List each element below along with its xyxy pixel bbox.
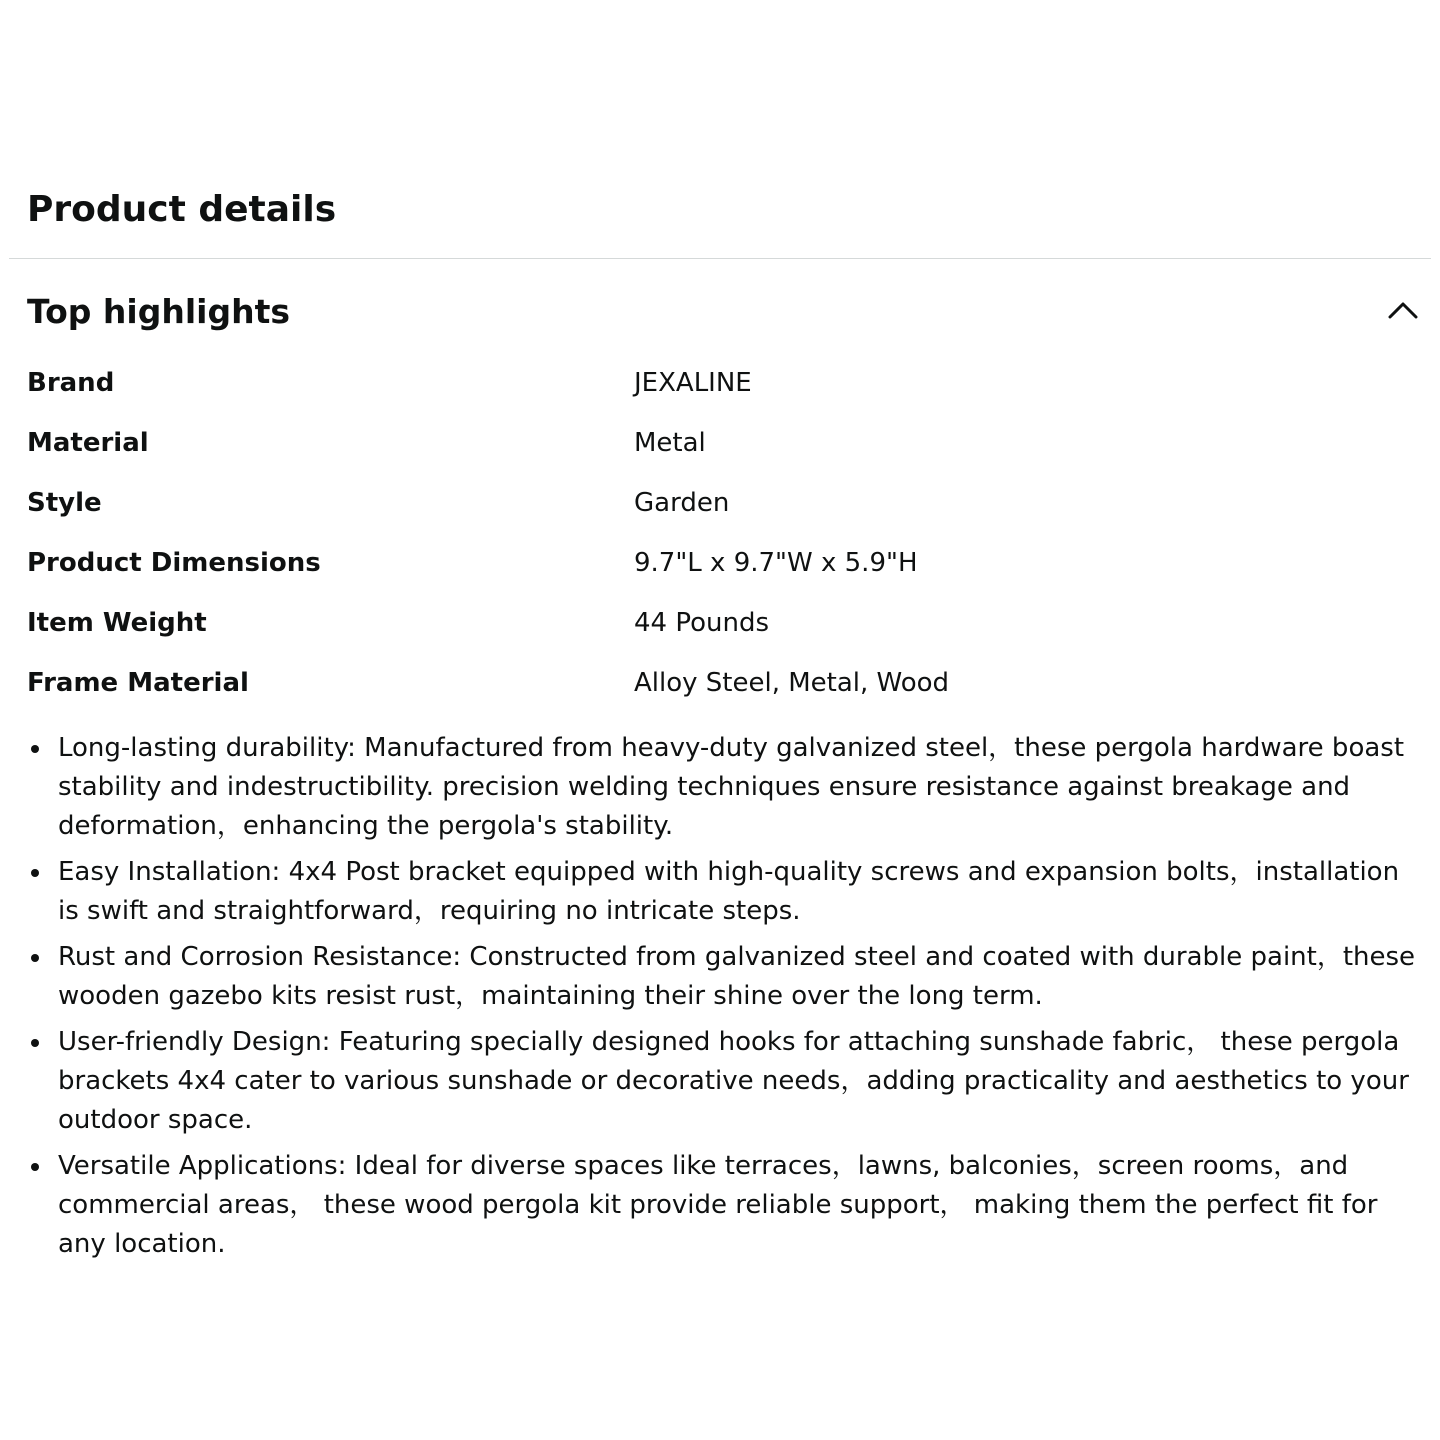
spec-row-brand: [27, 353, 1420, 413]
spec-value: 44 Pounds: [634, 608, 770, 638]
spec-value: Alloy Steel, Metal, Wood: [634, 668, 950, 698]
spec-label: Material: [27, 428, 149, 458]
spec-label: Product Dimensions: [27, 548, 321, 578]
spec-label: Item Weight: [27, 608, 207, 638]
bullet-text: Long-lasting durability: Manufactured from heavy-duty galvanized steel，these pergola hardware boast stability and indestructibility. precision welding techniques ensure resistance against breakage and deformation，enhancing the pergola's stability.: [58, 733, 1405, 841]
spec-label: Style: [27, 488, 102, 518]
bullet-text: Versatile Applications: Ideal for diverse spaces like terraces，lawns, balconies，screen rooms，and commercial areas， these wood pergola kit provide reliable support， making them the perfect fit for any location.: [58, 1151, 1378, 1259]
bullet-text: Rust and Corrosion Resistance: Constructed from galvanized steel and coated with durable paint，these wooden gazebo kits resist rust，maintaining their shine over the long term.: [58, 942, 1416, 1011]
bullet-dot-icon: [31, 869, 39, 877]
spec-row-material: [27, 413, 1420, 473]
list-item: [58, 1023, 1420, 1140]
spec-label: Frame Material: [27, 668, 249, 698]
bullet-text: User-friendly Design: Featuring specially designed hooks for attaching sunshade fabric， these pergola brackets 4x4 cater to various sunshade or decorative needs，adding practicality and aesthetics to your outdoor space.: [58, 1027, 1409, 1135]
spec-value: JEXALINE: [634, 368, 752, 398]
bullet-dot-icon: [31, 1163, 39, 1171]
spec-value: Garden: [634, 488, 730, 518]
top-highlights-header[interactable]: [27, 288, 1420, 338]
spec-value: 9.7"L x 9.7"W x 5.9"H: [634, 548, 918, 578]
spec-row-item-weight: [27, 593, 1420, 653]
list-item: [58, 729, 1420, 846]
bullet-text: Easy Installation: 4x4 Post bracket equipped with high-quality screws and expansion bolts，installation is swift and straightforward，requiring no intricate steps.: [58, 857, 1400, 926]
spec-row-product-dimensions: [27, 533, 1420, 593]
spec-row-style: [27, 473, 1420, 533]
feature-bullet-list: [58, 729, 1420, 1271]
bullet-dot-icon: [31, 745, 39, 753]
page-title: Product details: [27, 189, 337, 230]
section-title: Top highlights: [27, 292, 290, 331]
specs-table: [27, 353, 1420, 713]
section-divider: [9, 258, 1431, 259]
spec-row-frame-material: [27, 653, 1420, 713]
spec-value: Metal: [634, 428, 706, 458]
spec-label: Brand: [27, 368, 115, 398]
bullet-dot-icon: [31, 954, 39, 962]
bullet-dot-icon: [31, 1039, 39, 1047]
chevron-up-icon[interactable]: [1386, 294, 1420, 328]
list-item: [58, 853, 1420, 931]
list-item: [58, 1147, 1420, 1264]
list-item: [58, 938, 1420, 1016]
